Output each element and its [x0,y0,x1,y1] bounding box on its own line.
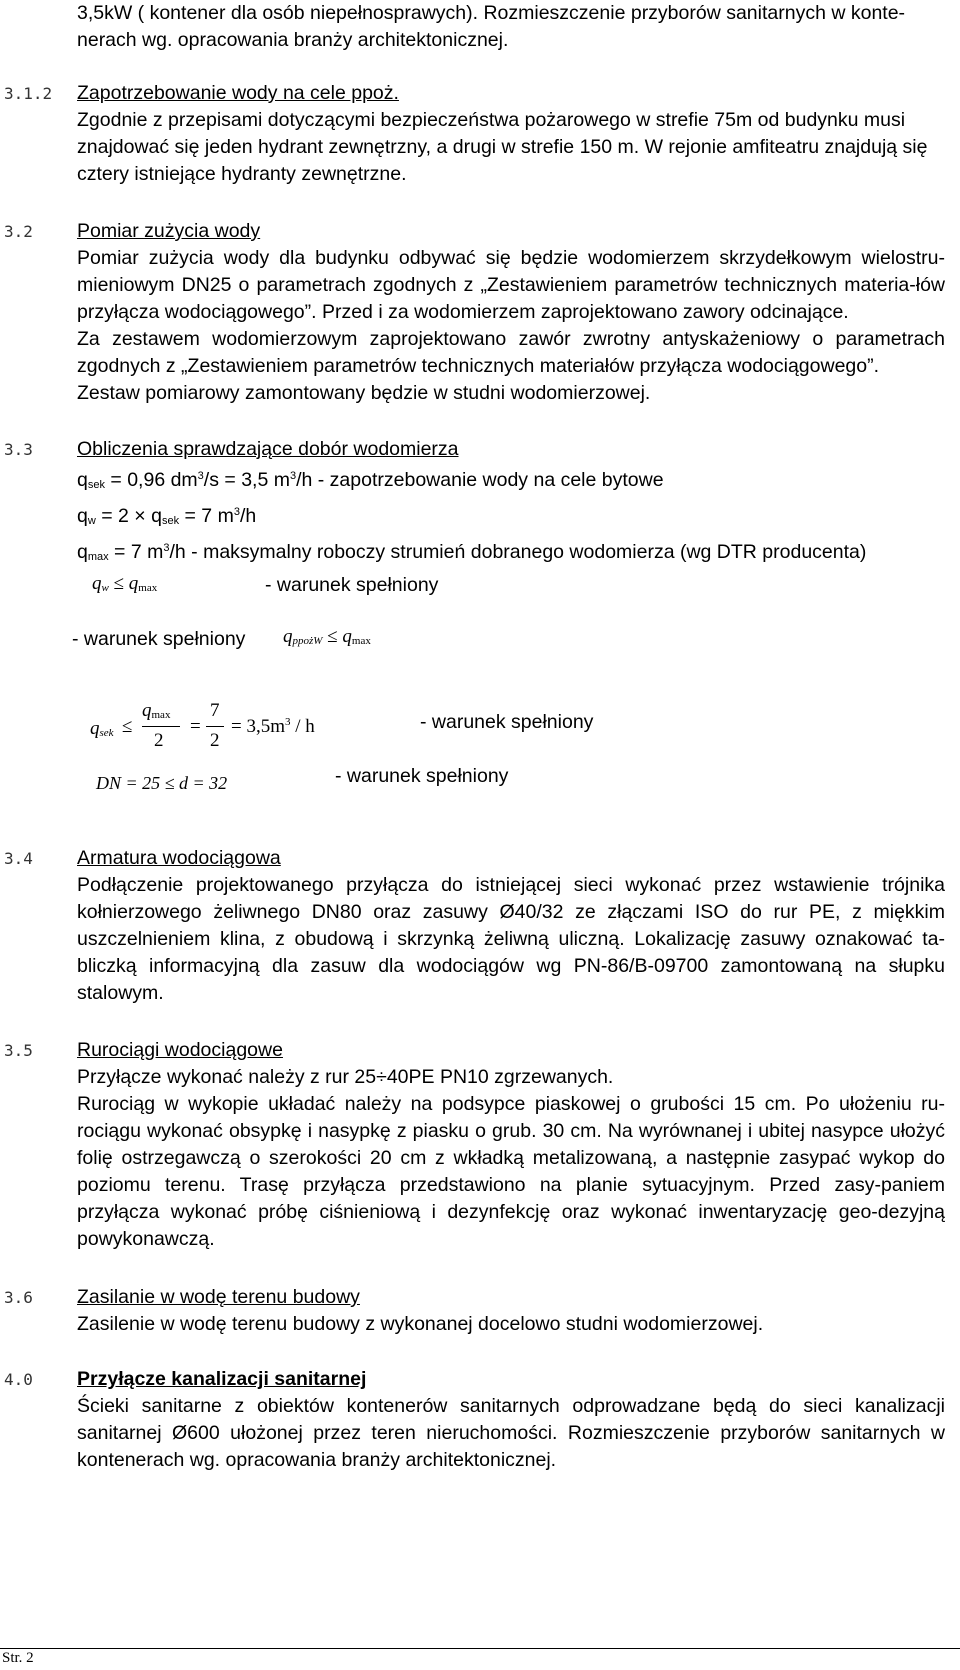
section-title: Zapotrzebowanie wody na cele ppoż. [77,82,399,104]
section-4-0 [77,1366,945,1474]
section-number-4-0: 4.0 [4,1370,33,1389]
formula-qw-le-qmax: $q_w \le q_{max}$ [92,573,158,594]
section-number-3-3: 3.3 [4,440,33,459]
page-number: Str. 2 [2,1650,34,1666]
fraction-bar [206,726,224,727]
qmax-line: $q_{max} = 7$ $m^3/h$ - maksymalny roboczy strumień dobranego wodomierza (wg DTR producenta) [77,541,867,563]
section-body: Zgodnie z przepisami dotyczącymi bezpieczeństwa pożarowego w strefie 75m od budynku musi znajdować się jeden hydrant zewnętrzny, a drugi w strefie 150 m. W rejonie amfiteatru znajdują się cztery istniejące hydranty zewnętrzne. [77,109,928,185]
condition-label-2: - warunek spełniony [72,628,246,650]
section-3-2 [77,218,945,407]
section-title: Przyłącze kanalizacji sanitarnej [77,1368,367,1390]
section-3-5 [77,1037,945,1253]
section-body: Podłączenie projektowanego przyłącza do istniejącej sieci wykonać przez wstawienie trójnika kołnierzowego żeliwnego DN80 oraz zasuwy Ø40/32 ze złączami ISO do rur PE, z miękkim uszczelnieniem klina, z obudową i skrzynką żeliwną uliczną. Lokalizację zasuwy oznakować ta-bliczką informacyjną dla zasuw dla wodociągów wg PN-86/B-09700 zamontowaną na słupku stalowym. [77,874,945,1004]
condition-label-1: - warunek spełniony [265,574,439,596]
formula-qppozw-le-qmax: $q_{ppożW} \le q_{max}$ [283,626,371,647]
section-title: Obliczenia sprawdzające dobór wodomierza [77,438,459,460]
section-body-1: Pomiar zużycia wody dla budynku odbywać się będzie wodomierzem skrzydełkowym wielostru-mieniowym DN25 o parametrach zgodnych z „Zestawieniem parametrów technicznych materia-łów przyłącza wodociągowego”. Przed i za wodomierzem zaprojektowano zawory odcinające. [77,247,945,323]
section-3-3 [77,436,945,571]
section-3-1-2 [77,80,945,188]
section-body: Zasilenie w wodę terenu budowy z wykonanej docelowo studni wodomierzowej. [77,1313,764,1335]
section-body-3: Zestaw pomiarowy zamontowany będzie w studni wodomierzowej. [77,382,651,404]
intro-line-2: nerach wg. opracowania branży architektonicznej. [77,29,509,51]
section-number-3-4: 3.4 [4,849,33,868]
fraction-bar [142,726,180,727]
section-number-3-5: 3.5 [4,1041,33,1060]
intro-line-1: 3,5kW ( kontener dla osób niepełnosprawych). Rozmieszczenie przyborów sanitarnych w konte- [77,2,906,24]
section-body-2: Rurociąg w wykopie układać należy na podsypce piaskowej o grubości 15 cm. Po ułożeniu ru-rociągu wykonać obsypkę i nasypkę z piasku o grub. 30 cm. Na wyrównanej i ubitej nasypce ułożyć folię ostrzegawczą o szerokości 20 cm z wkładką metalizowaną, a następnie zasypać wykop do poziomu terenu. Trasę przyłącza przedstawiono na planie sytuacyjnym. Przed zasy-paniem przyłącza wykonać próbę ciśnieniową i dezynfekcję oraz wykonać inwentaryzację geo-dezyjną powykonawczą. [77,1093,945,1250]
qw-line: $q_w = 2 \times q_{sek} = 7$ $m^3/h$ [77,505,257,527]
qsek-line: $q_{sek} = 0,96$ $dm^3/s = 3,5$ $m^3/h$ - zapotrzebowanie wody na cele bytowe [77,469,664,491]
formula-qsek: $q_{sek}$ ≤ $q_{max}$ 2 = 7 2 = $3,5m^3$ / h [90,700,315,751]
section-body-1: Przyłącze wykonać należy z rur 25÷40PE PN10 zgrzewanych. [77,1066,614,1088]
section-title: Zasilanie w wodę terenu budowy [77,1286,360,1308]
section-title: Rurociągi wodociągowe [77,1039,283,1061]
section-number-3-6: 3.6 [4,1288,33,1307]
condition-label-4: - warunek spełniony [335,765,509,787]
section-number-3-2: 3.2 [4,222,33,241]
section-body: Ścieki sanitarne z obiektów kontenerów sanitarnych odprowadzane będą do sieci kanalizacji sanitarnej Ø600 ułożonej przez teren nieruchomości. Rozmieszczenie przyborów sanitarnych w kontenerach wg. opracowania branży architektonicznej. [77,1395,945,1471]
section-3-4 [77,845,945,1007]
section-title: Armatura wodociągowa [77,847,281,869]
footer-rule [0,1648,960,1649]
section-body-2: Za zestawem wodomierzowym zaprojektowano zawór zwrotny antyskażeniowy o parametrach zgodnych z „Zestawieniem parametrów technicznych materiałów przyłącza wodociągowego”. [77,328,945,377]
section-title: Pomiar zużycia wody [77,220,261,242]
section-number-3-1-2: 3.1.2 [4,84,53,103]
condition-label-3: - warunek spełniony [420,711,594,733]
formula-dn: DN = 25 ≤ d = 32 [96,773,228,793]
intro-paragraph [77,0,945,54]
section-3-6 [77,1284,945,1338]
